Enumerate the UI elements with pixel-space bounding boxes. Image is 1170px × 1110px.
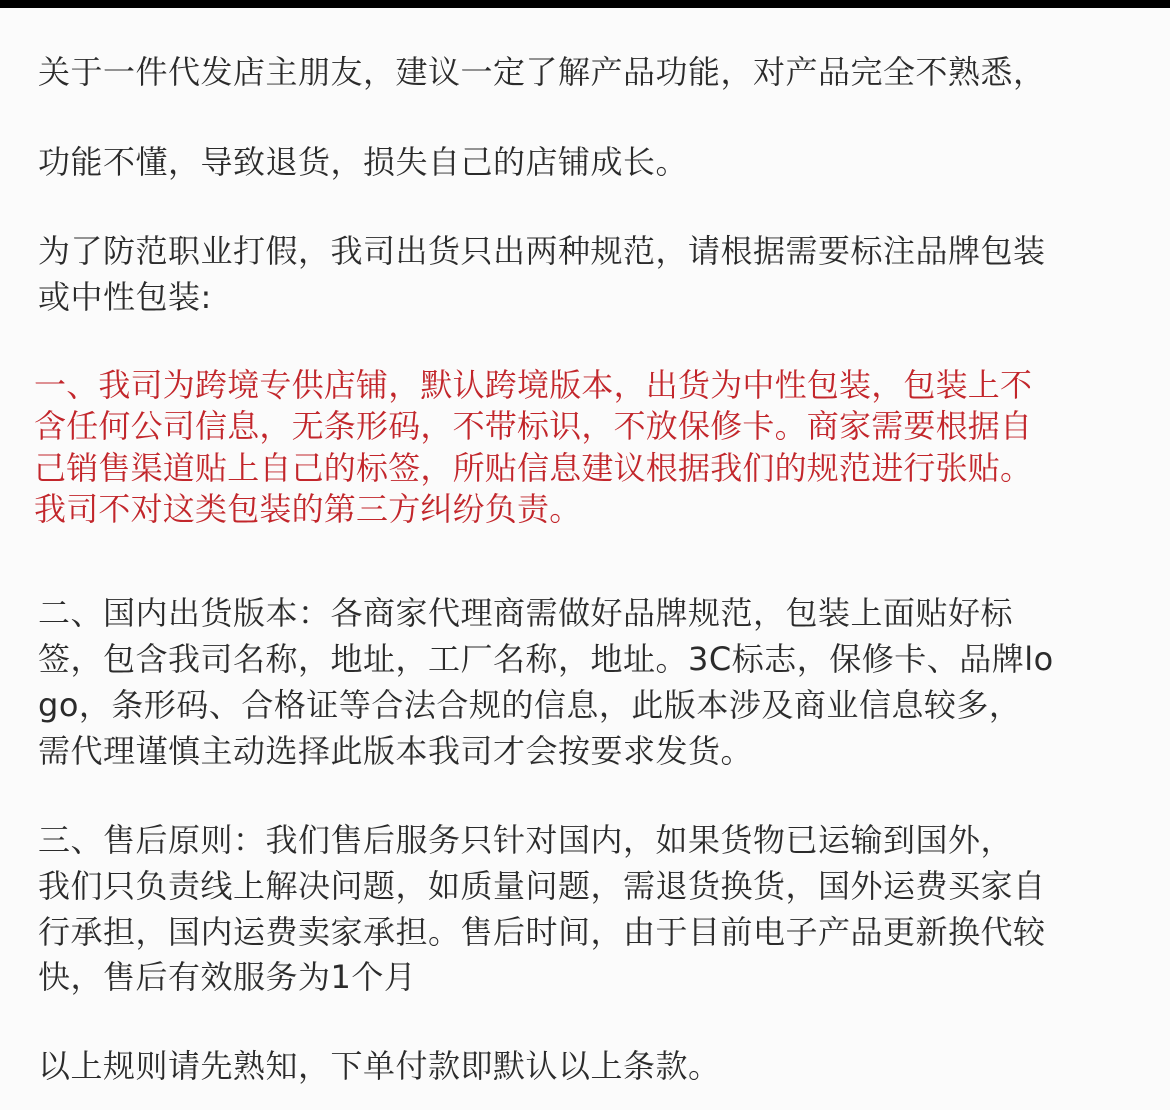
notice-document: [0, 8, 1170, 1110]
rule-intro-line-2: 或中性包装:: [38, 278, 212, 316]
section-2-line: 签，包含我司名称，地址，工厂名称，地址。3C标志，保修卡、品牌lo: [38, 640, 1054, 678]
intro-line-1: 关于一件代发店主朋友，建议一定了解产品功能，对产品完全不熟悉，: [38, 53, 1046, 91]
section-3-line: 行承担，国内运费卖家承担。售后时间，由于目前电子产品更新换代较: [38, 913, 1046, 951]
section-2-line: 需代理谨慎主动选择此版本我司才会按要求发货。: [38, 732, 754, 770]
section-1-line: 含任何公司信息，无条形码，不带标识，不放保修卡。商家需要根据自: [34, 407, 1033, 445]
rule-intro-line-1: 为了防范职业打假，我司出货只出两种规范，请根据需要标注品牌包装: [38, 232, 1046, 270]
section-1-line: 一、我司为跨境专供店铺，默认跨境版本，出货为中性包装，包装上不: [34, 366, 1033, 404]
section-3-line: 我们只负责线上解决问题，如质量问题，需退货换货，国外运费买家自: [38, 867, 1046, 905]
section-1-line: 己销售渠道贴上自己的标签，所贴信息建议根据我们的规范进行张贴。: [34, 449, 1033, 487]
section-2-line: 二、国内出货版本：各商家代理商需做好品牌规范，包装上面贴好标: [38, 594, 1014, 632]
closing-line: 以上规则请先熟知，下单付款即默认以上条款。: [38, 1047, 721, 1085]
intro-line-2: 功能不懂，导致退货，损失自己的店铺成长。: [38, 143, 689, 181]
section-3-line: 快，售后有效服务为1个月: [38, 958, 417, 996]
section-3-line: 三、售后原则：我们售后服务只针对国内，如果货物已运输到国外，: [38, 821, 1014, 859]
section-1-line: 我司不对这类包装的第三方纠纷负责。: [34, 490, 582, 528]
section-2-line: go，条形码、合格证等合法合规的信息，此版本涉及商业信息较多，: [38, 686, 1022, 724]
